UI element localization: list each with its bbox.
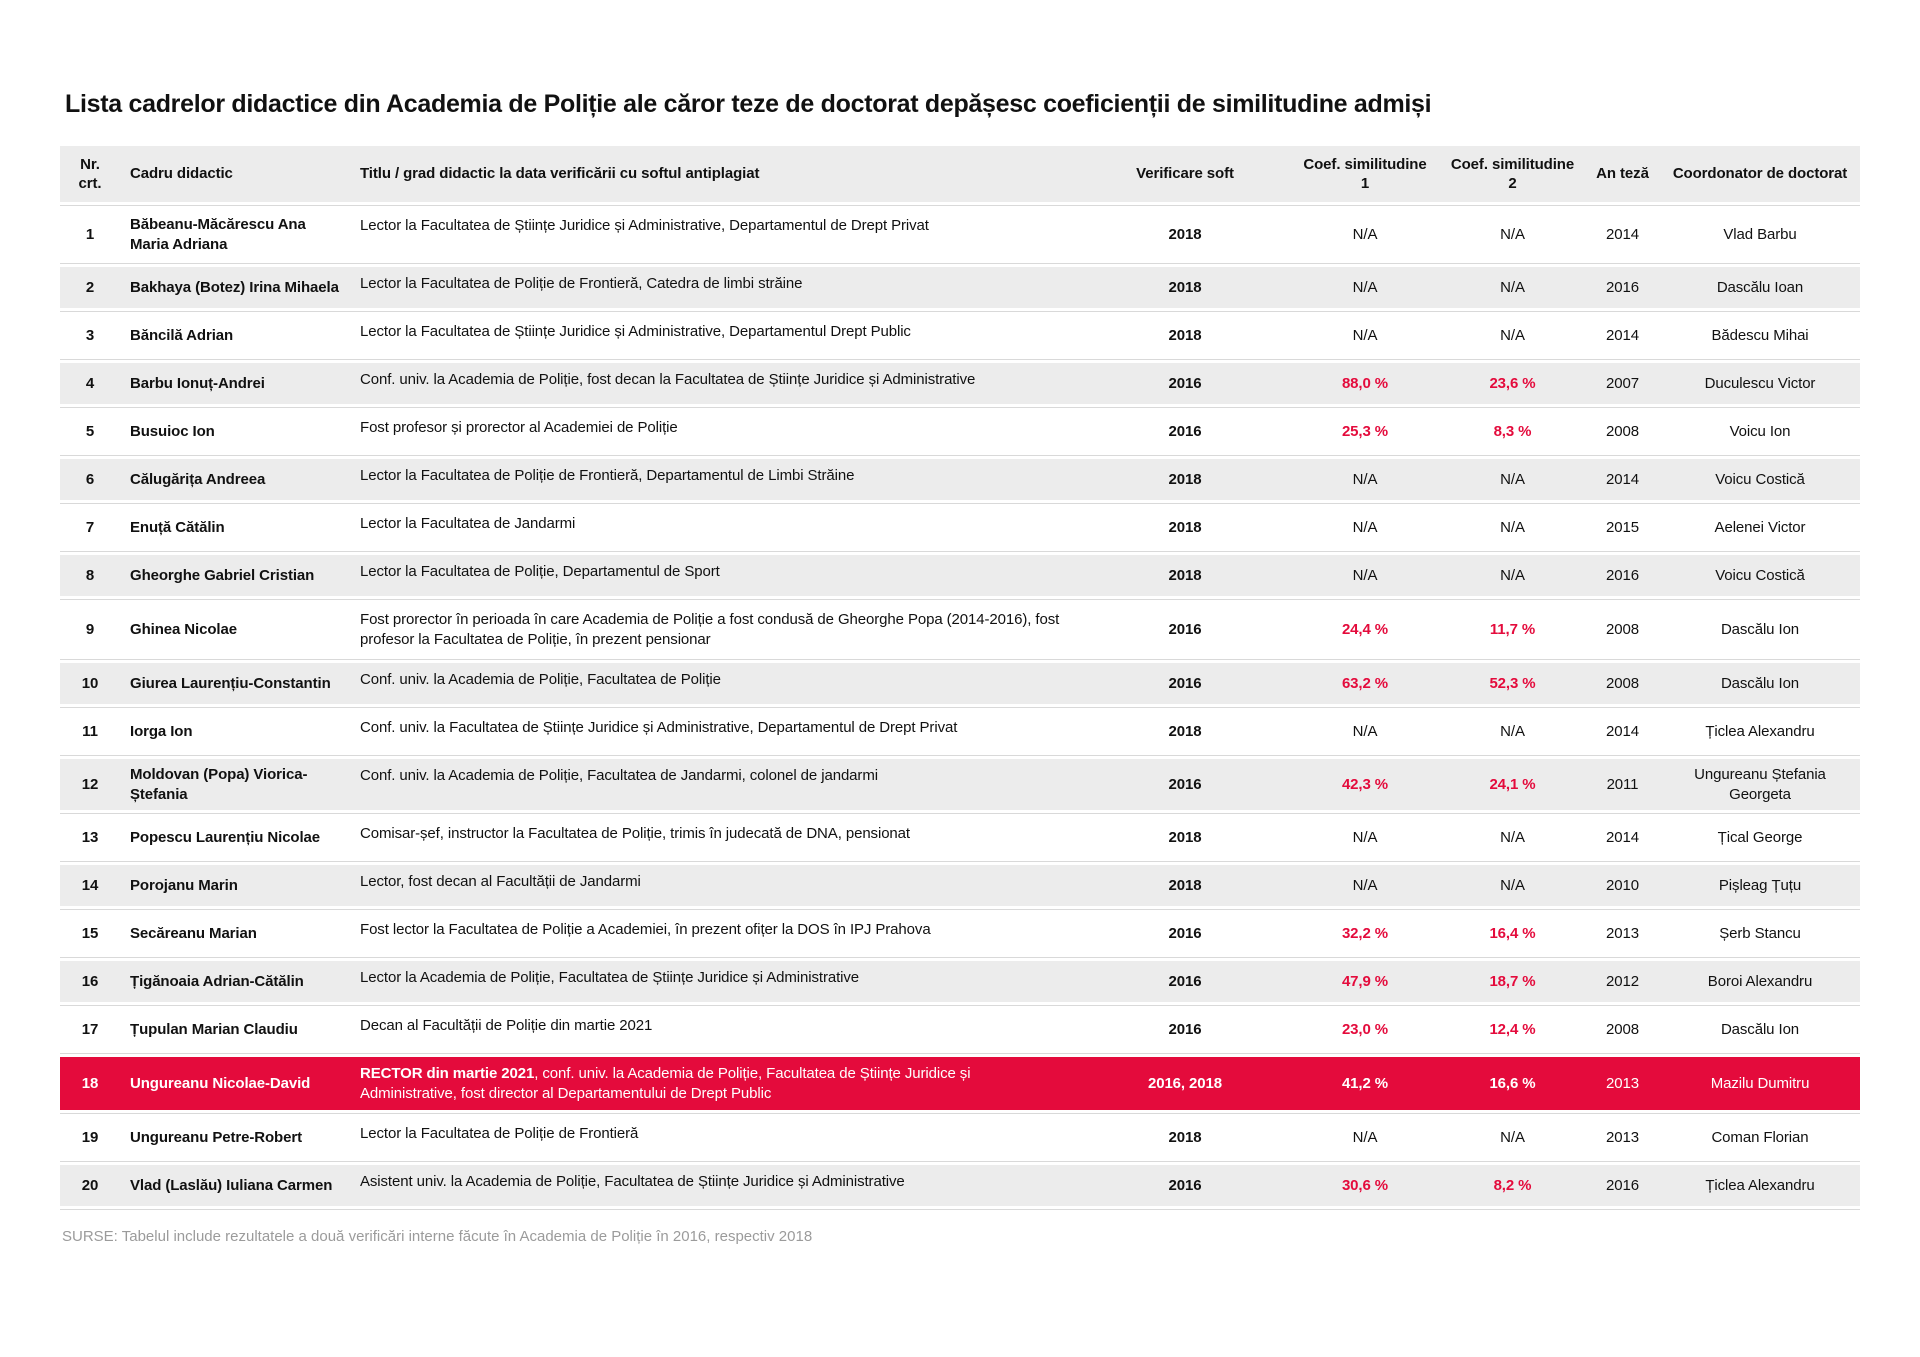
- similarity-coef-2: N/A: [1500, 225, 1525, 243]
- thesis-year: 2013: [1606, 1074, 1639, 1092]
- teacher-title-text: Conf. univ. la Facultatea de Științe Juridice și Administrative, Departamentul de Drept Privat: [360, 719, 958, 736]
- phd-coordinator: Pișleag Țuțu: [1718, 876, 1802, 894]
- table-row: [60, 1114, 1860, 1162]
- teacher-name: Busuioc Ion: [130, 422, 215, 440]
- similarity-coef-1: 42,3 %: [1341, 775, 1389, 793]
- teacher-title: [350, 1006, 1080, 1053]
- row-number: 5: [85, 422, 95, 440]
- teacher-title-text: Lector la Facultatea de Poliție de Frontieră, Catedra de limbi străine: [360, 275, 803, 292]
- similarity-coef-2: 16,6 %: [1489, 1074, 1536, 1092]
- phd-coordinator: Țiclea Alexandru: [1705, 1176, 1815, 1194]
- similarity-coef-2: 24,1 %: [1489, 775, 1536, 793]
- teacher-title: [350, 910, 1080, 957]
- phd-coordinator: Dascălu Ion: [1720, 1020, 1800, 1038]
- verification-year: 2016: [1168, 775, 1202, 793]
- teacher-name: Barbu Ionuț-Andrei: [130, 374, 265, 392]
- thesis-year: 2014: [1606, 326, 1639, 344]
- similarity-coef-1: N/A: [1352, 470, 1378, 488]
- teacher-title: [350, 1114, 1080, 1161]
- teacher-name: Porojanu Marin: [130, 876, 238, 894]
- row-number: 3: [85, 326, 95, 344]
- phd-coordinator: Duculescu Victor: [1704, 374, 1816, 392]
- teacher-title-text: Lector la Facultatea de Jandarmi: [360, 515, 576, 532]
- table-row: [60, 708, 1860, 756]
- verification-year: 2016: [1168, 422, 1202, 440]
- phd-coordinator: Ungureanu Ștefania Georgeta: [1694, 766, 1826, 803]
- table-row: [60, 456, 1860, 504]
- verification-year: 2016: [1168, 924, 1202, 942]
- thesis-year: 2008: [1606, 620, 1639, 638]
- verification-year: 2016: [1168, 1020, 1202, 1038]
- similarity-coef-2: 11,7 %: [1489, 620, 1536, 638]
- teacher-title: [350, 206, 1080, 263]
- teacher-title: [350, 264, 1080, 311]
- table-row: [60, 552, 1860, 600]
- table-row: [60, 814, 1860, 862]
- table-row: [60, 958, 1860, 1006]
- similarity-coef-2: 52,3 %: [1489, 674, 1536, 692]
- teacher-name: Călugărița Andreea: [130, 470, 266, 488]
- similarity-coef-1: 23,0 %: [1341, 1020, 1389, 1038]
- phd-coordinator: Țiclea Alexandru: [1705, 722, 1815, 740]
- similarity-coef-2: 8,3 %: [1493, 422, 1532, 440]
- verification-year: 2018: [1168, 278, 1202, 296]
- similarity-coef-1: 63,2 %: [1341, 674, 1389, 692]
- column-header-soft: Verificare soft: [1136, 165, 1234, 183]
- row-number: 15: [81, 924, 99, 942]
- row-number: 4: [85, 374, 95, 392]
- table-row: [60, 660, 1860, 708]
- similarity-coef-1: 25,3 %: [1341, 422, 1389, 440]
- row-number: 13: [81, 828, 99, 846]
- teacher-title-bold: RECTOR din martie 2021: [360, 1065, 535, 1082]
- teacher-name: Ungureanu Petre-Robert: [130, 1128, 302, 1146]
- similarity-coef-1: N/A: [1352, 566, 1378, 584]
- plagiarism-table: [60, 143, 1860, 1210]
- similarity-coef-1: 88,0 %: [1341, 374, 1389, 392]
- similarity-coef-2: 23,6 %: [1489, 374, 1536, 392]
- thesis-year: 2011: [1606, 775, 1639, 793]
- table-row: [60, 910, 1860, 958]
- teacher-name: Secăreanu Marian: [130, 924, 257, 942]
- table-row: [60, 504, 1860, 552]
- row-number: 8: [85, 566, 95, 584]
- table-row: [60, 1162, 1860, 1210]
- teacher-title-text: Lector la Academia de Poliție, Facultatea de Științe Juridice și Administrative: [360, 969, 860, 986]
- column-header-name: Cadru didactic: [130, 165, 233, 183]
- phd-coordinator: Bădescu Mihai: [1711, 326, 1809, 344]
- row-number: 7: [85, 518, 95, 536]
- table-row: [60, 1006, 1860, 1054]
- table-header-row: [60, 143, 1860, 206]
- similarity-coef-2: N/A: [1500, 278, 1525, 296]
- table-row: [60, 264, 1860, 312]
- teacher-title: [350, 814, 1080, 861]
- teacher-name: Vlad (Laslău) Iuliana Carmen: [130, 1176, 333, 1194]
- similarity-coef-1: N/A: [1352, 225, 1378, 243]
- teacher-title-text: Conf. univ. la Academia de Poliție, fost decan la Facultatea de Științe Juridice și Administrative: [360, 371, 976, 388]
- teacher-title: [350, 708, 1080, 755]
- phd-coordinator: Țical George: [1717, 828, 1803, 846]
- similarity-coef-2: 16,4 %: [1489, 924, 1536, 942]
- similarity-coef-1: N/A: [1352, 326, 1378, 344]
- column-header-coordinator: Coordonator de doctorat: [1672, 165, 1848, 183]
- verification-year: 2016: [1168, 972, 1202, 990]
- column-header-title: Titlu / grad didactic la data verificării cu softul antiplagiat: [360, 165, 760, 183]
- phd-coordinator: Dascălu Ion: [1720, 674, 1800, 692]
- teacher-title-text: Lector la Facultatea de Științe Juridice și Administrative, Departamentul Drept Public: [360, 323, 911, 340]
- verification-year: 2016: [1168, 620, 1202, 638]
- verification-year: 2018: [1168, 518, 1202, 536]
- similarity-coef-1: N/A: [1352, 828, 1378, 846]
- similarity-coef-2: N/A: [1500, 566, 1525, 584]
- verification-year: 2018: [1168, 828, 1202, 846]
- verification-year: 2016, 2018: [1147, 1074, 1223, 1092]
- teacher-name: Bakhaya (Botez) Irina Mihaela: [130, 278, 339, 296]
- teacher-title: [350, 504, 1080, 551]
- verification-year: 2016: [1168, 374, 1202, 392]
- similarity-coef-1: 41,2 %: [1341, 1074, 1389, 1092]
- teacher-name: Popescu Laurențiu Nicolae: [130, 828, 321, 846]
- teacher-title: [350, 1162, 1080, 1209]
- column-header-coef1: Coef. similitudine 1: [1303, 155, 1427, 192]
- similarity-coef-1: N/A: [1352, 518, 1378, 536]
- teacher-title-text: Fost prorector în perioada în care Academia de Poliție a fost condusă de Gheorghe Popa (2014-2016), fost profesor la Facultatea de Poliție, în prezent pensionar: [360, 611, 1060, 648]
- row-number: 9: [85, 620, 95, 638]
- row-number: 20: [81, 1176, 99, 1194]
- thesis-year: 2012: [1606, 972, 1639, 990]
- verification-year: 2016: [1168, 1176, 1202, 1194]
- teacher-title: [350, 756, 1080, 813]
- similarity-coef-1: N/A: [1352, 1128, 1378, 1146]
- phd-coordinator: Vlad Barbu: [1723, 225, 1797, 243]
- teacher-title: [350, 660, 1080, 707]
- row-number: 19: [81, 1128, 99, 1146]
- teacher-title: [350, 958, 1080, 1005]
- table-row: [60, 600, 1860, 660]
- teacher-title-text: Conf. univ. la Academia de Poliție, Facultatea de Poliție: [360, 671, 721, 688]
- similarity-coef-2: N/A: [1500, 828, 1525, 846]
- thesis-year: 2008: [1606, 674, 1639, 692]
- thesis-year: 2007: [1606, 374, 1639, 392]
- similarity-coef-1: 24,4 %: [1341, 620, 1389, 638]
- similarity-coef-2: N/A: [1500, 722, 1525, 740]
- thesis-year: 2014: [1606, 722, 1639, 740]
- verification-year: 2018: [1168, 1128, 1202, 1146]
- table-row: [60, 360, 1860, 408]
- verification-year: 2018: [1168, 722, 1202, 740]
- similarity-coef-1: N/A: [1352, 278, 1378, 296]
- thesis-year: 2016: [1606, 278, 1639, 296]
- teacher-title-text: Lector la Facultatea de Poliție, Departamentul de Sport: [360, 563, 720, 580]
- row-number: 6: [85, 470, 95, 488]
- similarity-coef-2: N/A: [1500, 1128, 1525, 1146]
- thesis-year: 2008: [1606, 422, 1639, 440]
- teacher-title-text: Comisar-șef, instructor la Facultatea de Poliție, trimis în judecată de DNA, pensionat: [360, 825, 910, 842]
- teacher-name: Iorga Ion: [130, 722, 193, 740]
- similarity-coef-1: N/A: [1352, 876, 1378, 894]
- teacher-title-text: Fost profesor și prorector al Academiei de Poliție: [360, 419, 678, 436]
- page-title: Lista cadrelor didactice din Academia de Poliție ale căror teze de doctorat depășesc coeficienții de similitudine admiși: [65, 90, 1432, 118]
- column-header-coef2: Coef. similitudine 2: [1450, 155, 1575, 192]
- phd-coordinator: Dascălu Ion: [1720, 620, 1800, 638]
- similarity-coef-1: 32,2 %: [1341, 924, 1389, 942]
- teacher-name: Băncilă Adrian: [130, 326, 234, 344]
- teacher-name: Ungureanu Nicolae-David: [130, 1074, 311, 1092]
- phd-coordinator: Coman Florian: [1711, 1128, 1809, 1146]
- row-number: 12: [81, 775, 99, 793]
- phd-coordinator: Aelenei Victor: [1714, 518, 1806, 536]
- teacher-title-text: , conf. univ. la Academia de Poliție, Facultatea de Științe Juridice și Administrative, fost director al Departamentului de Drept Public: [360, 1065, 971, 1102]
- teacher-title: [350, 552, 1080, 599]
- thesis-year: 2008: [1606, 1020, 1639, 1038]
- teacher-name: Ghinea Nicolae: [130, 620, 237, 638]
- thesis-year: 2015: [1606, 518, 1639, 536]
- row-number: 18: [81, 1074, 99, 1092]
- similarity-coef-2: 12,4 %: [1489, 1020, 1536, 1038]
- similarity-coef-1: N/A: [1352, 722, 1378, 740]
- table-row: [60, 1054, 1860, 1114]
- table-row: [60, 862, 1860, 910]
- phd-coordinator: Boroi Alexandru: [1707, 972, 1813, 990]
- teacher-title-text: Decan al Facultății de Poliție din martie 2021: [360, 1017, 653, 1034]
- teacher-title-text: Lector, fost decan al Facultății de Jandarmi: [360, 873, 641, 890]
- row-number: 14: [81, 876, 99, 894]
- row-number: 17: [81, 1020, 99, 1038]
- column-header-nr: Nr. crt.: [78, 155, 102, 192]
- teacher-name: Giurea Laurențiu-Constantin: [130, 674, 331, 692]
- table-row: [60, 756, 1860, 814]
- similarity-coef-1: 47,9 %: [1341, 972, 1389, 990]
- column-header-thesis-year: An teză: [1596, 165, 1649, 183]
- teacher-name: Țigănoaia Adrian-Cătălin: [130, 972, 304, 990]
- thesis-year: 2013: [1606, 1128, 1639, 1146]
- teacher-title: [350, 1054, 1080, 1113]
- similarity-coef-2: 18,7 %: [1489, 972, 1536, 990]
- verification-year: 2018: [1168, 326, 1202, 344]
- teacher-title: [350, 600, 1080, 659]
- teacher-title: [350, 312, 1080, 359]
- thesis-year: 2014: [1606, 828, 1639, 846]
- similarity-coef-1: 30,6 %: [1341, 1176, 1389, 1194]
- teacher-name: Țupulan Marian Claudiu: [130, 1020, 298, 1038]
- phd-coordinator: Voicu Ion: [1729, 422, 1791, 440]
- phd-coordinator: Dascălu Ioan: [1716, 278, 1804, 296]
- thesis-year: 2013: [1606, 924, 1639, 942]
- teacher-title-text: Fost lector la Facultatea de Poliție a Academiei, în prezent ofițer la DOS în IPJ Prahova: [360, 921, 931, 938]
- verification-year: 2018: [1168, 470, 1202, 488]
- teacher-name: Moldovan (Popa) Viorica-Ștefania: [130, 766, 308, 803]
- row-number: 2: [85, 278, 95, 296]
- table-row: [60, 408, 1860, 456]
- row-number: 10: [81, 674, 99, 692]
- teacher-title-text: Asistent univ. la Academia de Poliție, Facultatea de Științe Juridice și Administrative: [360, 1173, 905, 1190]
- phd-coordinator: Voicu Costică: [1715, 566, 1805, 584]
- verification-year: 2018: [1168, 225, 1202, 243]
- teacher-title: [350, 456, 1080, 503]
- row-number: 16: [81, 972, 99, 990]
- table-body: [60, 206, 1860, 1210]
- thesis-year: 2014: [1606, 225, 1639, 243]
- verification-year: 2018: [1168, 566, 1202, 584]
- teacher-title-text: Lector la Facultatea de Științe Juridice și Administrative, Departamentul de Drept Privat: [360, 217, 929, 234]
- phd-coordinator: Mazilu Dumitru: [1710, 1074, 1810, 1092]
- similarity-coef-2: N/A: [1500, 876, 1525, 894]
- thesis-year: 2010: [1606, 876, 1639, 894]
- similarity-coef-2: N/A: [1500, 518, 1525, 536]
- table-row: [60, 312, 1860, 360]
- similarity-coef-2: N/A: [1500, 470, 1525, 488]
- table-row: [60, 206, 1860, 264]
- row-number: 1: [85, 225, 95, 243]
- teacher-title: [350, 862, 1080, 909]
- phd-coordinator: Voicu Costică: [1715, 470, 1805, 488]
- phd-coordinator: Șerb Stancu: [1719, 924, 1801, 942]
- teacher-name: Băbeanu-Măcărescu Ana Maria Adriana: [130, 216, 306, 253]
- teacher-title-text: Lector la Facultatea de Poliție de Frontieră, Departamentul de Limbi Străine: [360, 467, 855, 484]
- teacher-title: [350, 408, 1080, 455]
- source-note: SURSE: Tabelul include rezultatele a două verificări interne făcute în Academia de Poliție în 2016, respectiv 2018: [62, 1228, 813, 1245]
- verification-year: 2016: [1168, 674, 1202, 692]
- thesis-year: 2014: [1606, 470, 1639, 488]
- teacher-title: [350, 360, 1080, 407]
- teacher-name: Enuță Cătălin: [130, 518, 225, 536]
- similarity-coef-2: 8,2 %: [1493, 1176, 1532, 1194]
- row-number: 11: [82, 722, 98, 740]
- teacher-name: Gheorghe Gabriel Cristian: [130, 566, 315, 584]
- teacher-title-text: Lector la Facultatea de Poliție de Frontieră: [360, 1125, 639, 1142]
- thesis-year: 2016: [1606, 566, 1639, 584]
- thesis-year: 2016: [1606, 1176, 1639, 1194]
- verification-year: 2018: [1168, 876, 1202, 894]
- similarity-coef-2: N/A: [1500, 326, 1525, 344]
- teacher-title-text: Conf. univ. la Academia de Poliție, Facultatea de Jandarmi, colonel de jandarmi: [360, 767, 878, 784]
